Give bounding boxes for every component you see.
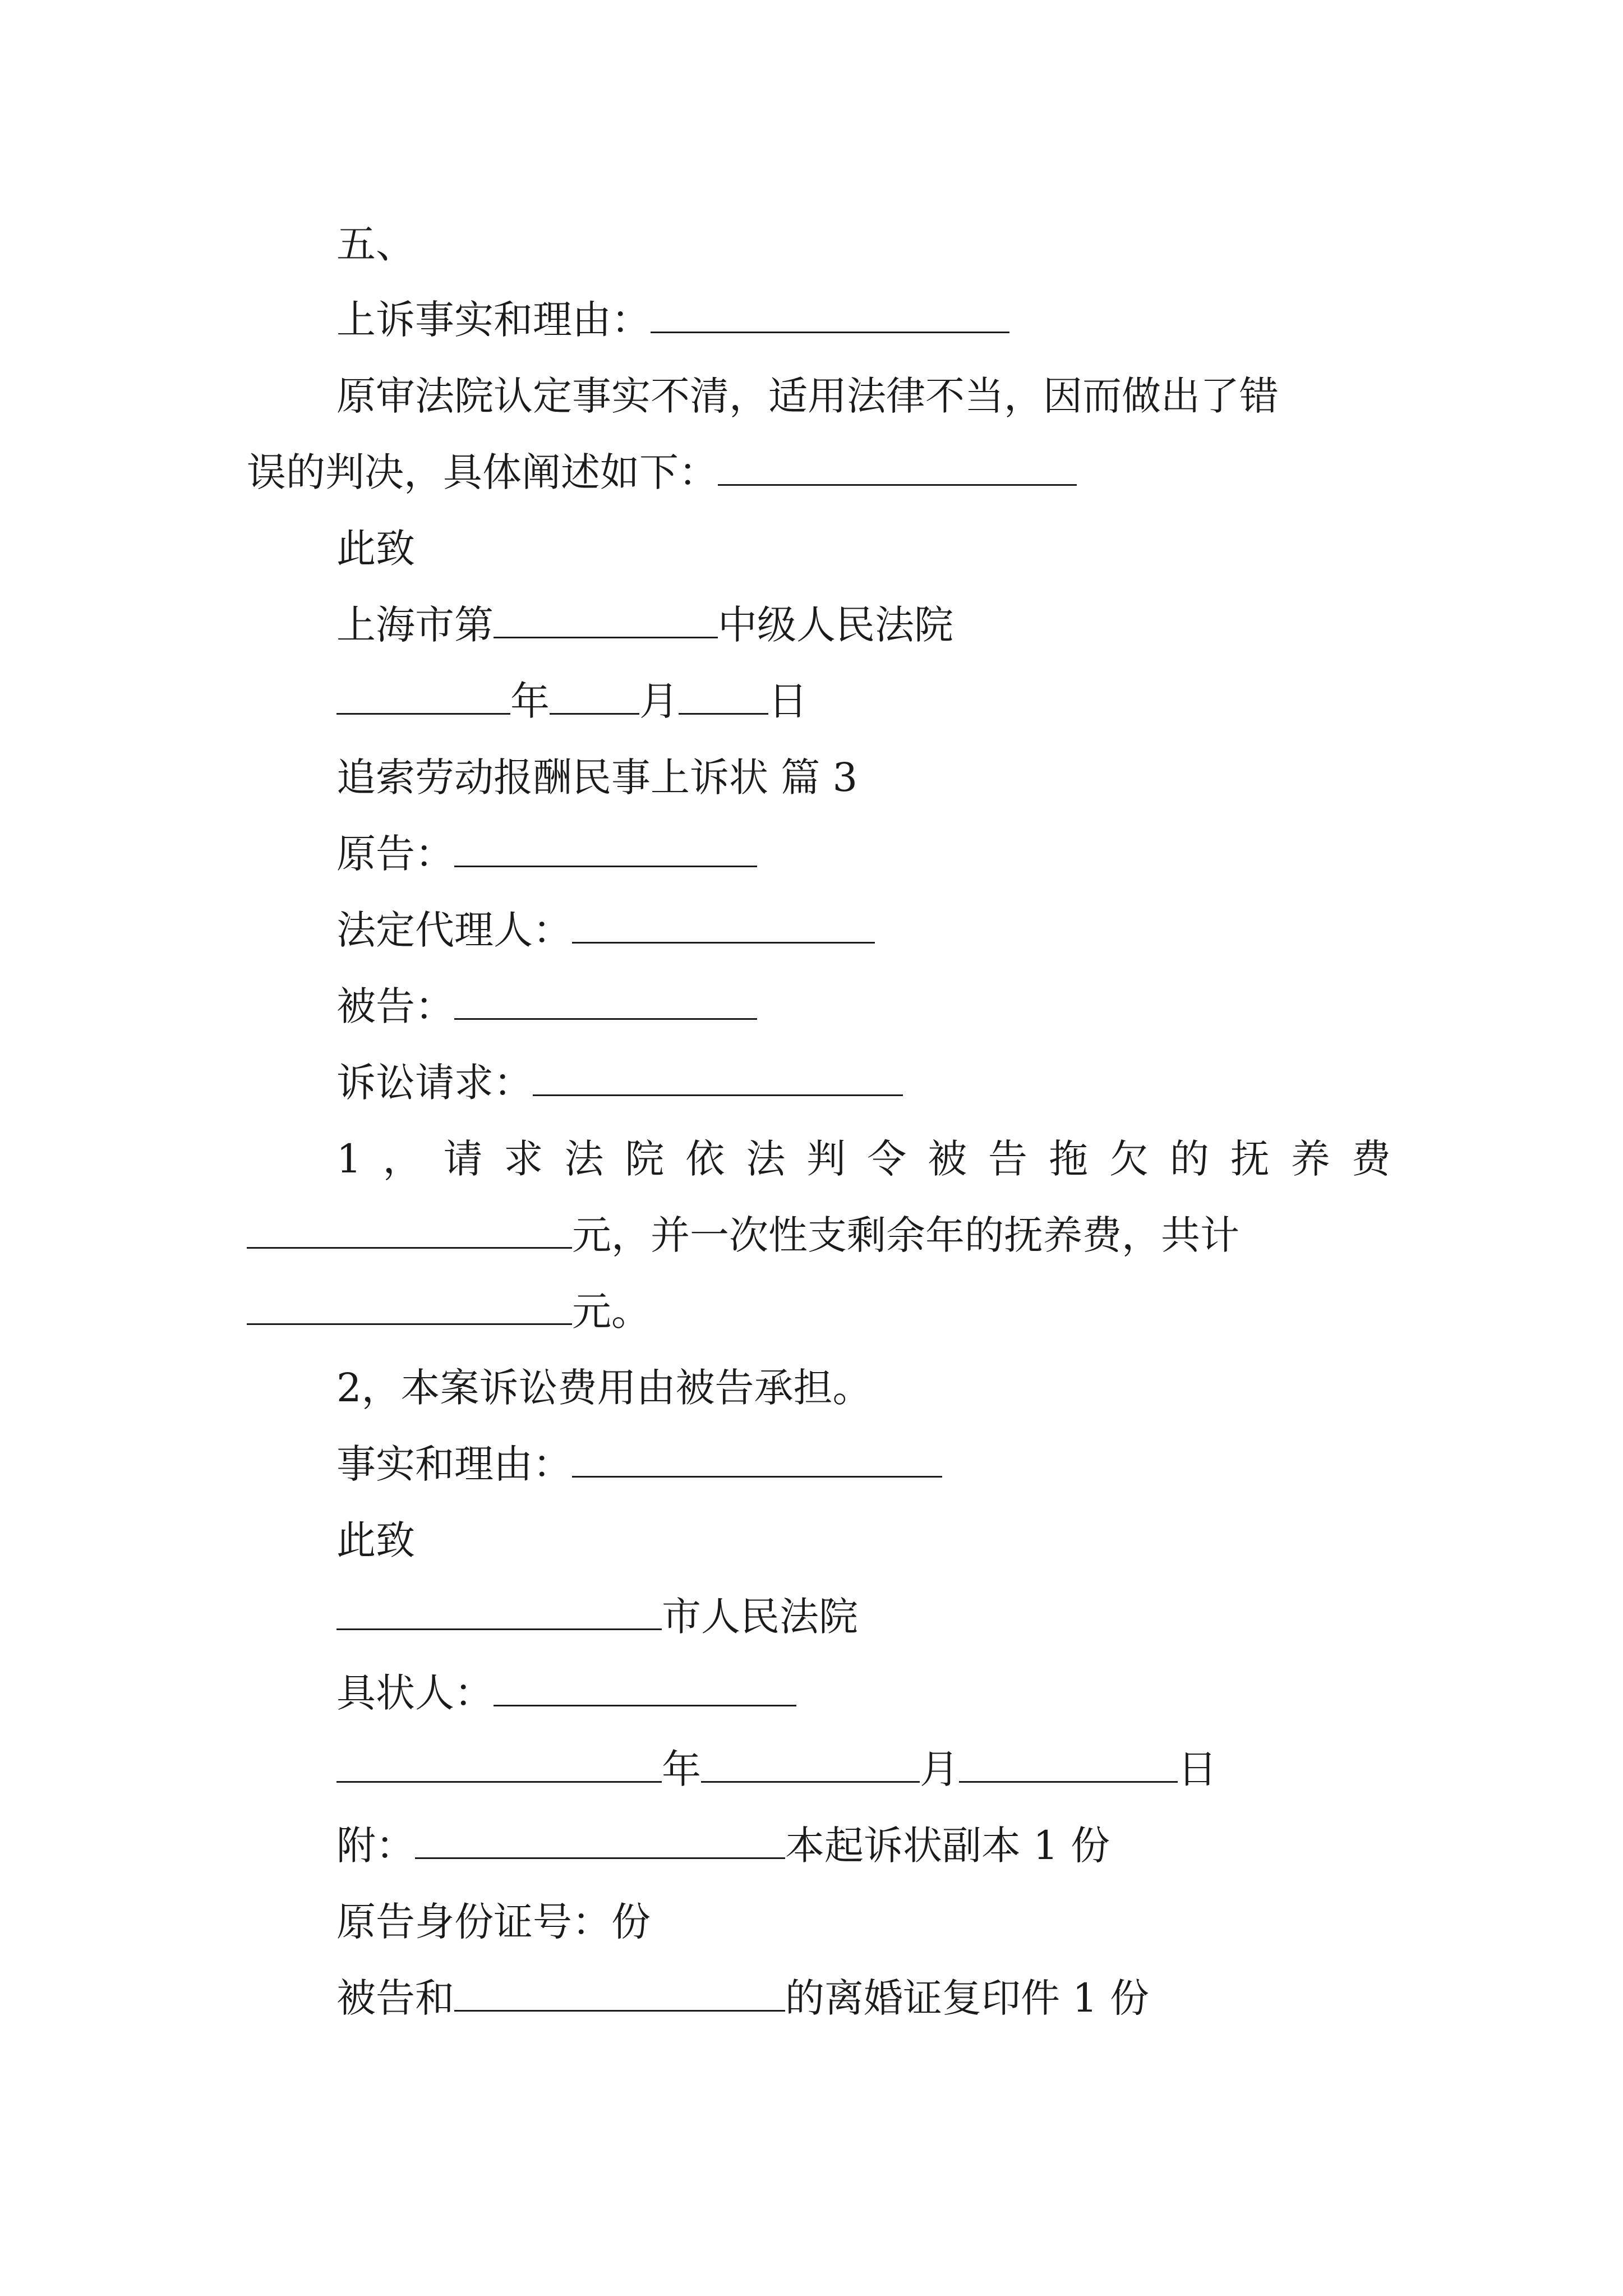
claim-char: 院	[625, 1136, 665, 1182]
claim-char: 欠	[1109, 1136, 1149, 1182]
claim-char: 养	[1290, 1136, 1330, 1182]
year-blank[interactable]	[336, 1746, 662, 1783]
court-number-blank[interactable]	[494, 602, 718, 638]
claim-char: ，	[382, 1136, 422, 1182]
claim-char: 判	[806, 1136, 846, 1182]
day-blank[interactable]	[959, 1746, 1178, 1783]
claim-char: 法	[746, 1136, 786, 1182]
month-blank[interactable]	[701, 1746, 920, 1783]
date-line: 年 月 日	[336, 1741, 1217, 1797]
paragraph-line: 误的判决，具体阐述如下：	[247, 444, 1077, 500]
facts-line: 事实和理由：	[336, 1436, 942, 1492]
court-line: 上海市第 中级人民法院	[336, 602, 953, 648]
plaintiff-blank[interactable]	[454, 831, 757, 867]
petitioner-blank[interactable]	[494, 1670, 796, 1706]
section-number: 五、	[336, 221, 415, 267]
claim-char: 费	[1351, 1136, 1391, 1182]
legal-agent-blank[interactable]	[572, 907, 875, 944]
appeal-facts-line: 上诉事实和理由：	[336, 292, 1009, 348]
document-heading: 追索劳动报酬民事上诉状 篇 3	[336, 754, 858, 800]
date-line: 年 月 日	[336, 673, 808, 729]
paragraph-line: 元，并一次性支剩余年的抚养费，共计	[247, 1207, 1239, 1263]
amount-blank[interactable]	[247, 1212, 572, 1249]
claims-line: 诉讼请求：	[336, 1055, 903, 1111]
claim-char: 拖	[1048, 1136, 1088, 1182]
attachment-blank[interactable]	[415, 1823, 785, 1859]
defendant-line: 被告：	[336, 978, 757, 1034]
legal-agent-line: 法定代理人：	[336, 902, 875, 958]
month-blank[interactable]	[550, 678, 639, 715]
attachment-line: 附： 本起诉状副本 1 份	[336, 1823, 1110, 1869]
total-amount-blank[interactable]	[247, 1289, 572, 1325]
claim-char: 1	[336, 1136, 362, 1182]
defendant-blank[interactable]	[454, 983, 757, 1020]
claim-char: 的	[1169, 1136, 1209, 1182]
claim-item-2: 2，本案诉讼费用由被告承担。	[336, 1365, 872, 1411]
id-number-line: 原告身份证号：份	[336, 1899, 651, 1945]
salutation: 此致	[336, 526, 415, 572]
claim-char: 请	[443, 1136, 483, 1182]
claim-char: 抚	[1230, 1136, 1270, 1182]
claim-char: 令	[867, 1136, 907, 1182]
city-blank[interactable]	[336, 1594, 662, 1630]
appeal-facts-blank[interactable]	[651, 297, 1009, 333]
salutation: 此致	[336, 1517, 415, 1563]
party-blank[interactable]	[454, 1975, 785, 2012]
day-blank[interactable]	[679, 678, 768, 715]
court-line: 市人民法院	[336, 1589, 858, 1645]
facts-blank[interactable]	[572, 1441, 942, 1478]
petitioner-line: 具状人：	[336, 1665, 796, 1721]
paragraph-line: 元。	[247, 1283, 651, 1340]
paragraph-line: 原审法院认定事实不清，适用法律不当，因而做出了错	[336, 373, 1279, 419]
claim-char: 法	[564, 1136, 604, 1182]
year-blank[interactable]	[336, 678, 510, 715]
plaintiff-line: 原告：	[336, 826, 757, 882]
details-blank[interactable]	[718, 449, 1077, 486]
claim-char: 求	[504, 1136, 543, 1182]
claim-item-1	[336, 1131, 1391, 1187]
divorce-cert-line: 被告和 的离婚证复印件 1 份	[336, 1975, 1150, 2021]
claim-char: 告	[988, 1136, 1028, 1182]
claims-blank[interactable]	[533, 1060, 903, 1096]
claim-char: 依	[685, 1136, 725, 1182]
claim-char: 被	[928, 1136, 967, 1182]
